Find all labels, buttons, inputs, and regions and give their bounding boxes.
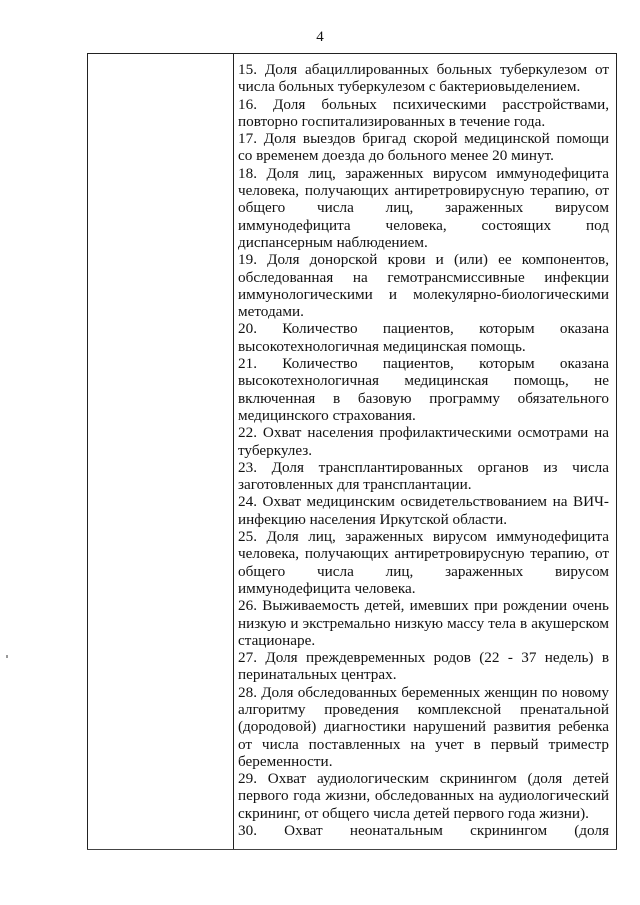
page-number: 4 [316, 29, 324, 45]
list-item: 22. Охват населения профилактическими осмотрами на туберкулез. [238, 424, 609, 459]
list-item: 30. Охват неонатальным скринингом (доля [238, 822, 609, 840]
indicator-table [87, 53, 617, 850]
list-item: 19. Доля донорской крови и (или) ее компонентов, обследованная на гемотрансмиссивные инфекции иммунологическими и молекулярно-биологическими методами. [238, 251, 609, 321]
list-item: 27. Доля преждевременных родов (22 - 37 недель) в перинатальных центрах. [238, 649, 609, 684]
list-item: 23. Доля трансплантированных органов из числа заготовленных для трансплантации. [238, 458, 609, 494]
table-right-column [238, 61, 609, 839]
list-item: 26. Выживаемость детей, имевших при рождении очень низкую и экстремально низкую массу тела в акушерском стационаре. [238, 597, 609, 649]
list-item: 17. Доля выездов бригад скорой медицинской помощи со временем доезда до больного менее 20 минут. [238, 130, 609, 165]
list-item: 18. Доля лиц, зараженных вирусом иммунодефицита человека, получающих антиретровирусную терапию, от общего числа лиц, зараженных вирусом иммунодефицита человека, состоящих под диспансерным наблюдением. [238, 164, 609, 251]
list-item: 29. Охват аудиологическим скринингом (доля детей первого года жизни, обследованных на аудиологический скрининг, от общего числа детей первого года жизни). [238, 770, 609, 822]
list-item: 21. Количество пациентов, которым оказана высокотехнологичная медицинская помощь, не включенная в базовую программу обязательного медицинского страхования. [238, 355, 609, 424]
list-item: 25. Доля лиц, зараженных вирусом иммунодефицита человека, получающих антиретровирусную терапию, от общего числа лиц, зараженных вирусом иммунодефицита человека. [238, 528, 609, 597]
list-item: 28. Доля обследованных беременных женщин по новому алгоритму проведения комплексной пренатальной (дородовой) диагностики нарушений развития ребенка от числа поставленных на учет в первый триместр беременности. [238, 683, 609, 770]
list-item: 20. Количество пациентов, которым оказана высокотехнологичная медицинская помощь. [238, 320, 609, 355]
list-item: 16. Доля больных психическими расстройствами, повторно госпитализированных в течение года. [238, 95, 609, 130]
table-left-column [88, 54, 234, 850]
list-item: 24. Охват медицинским освидетельствованием на ВИЧ-инфекцию населения Иркутской области. [238, 493, 609, 528]
scan-speck [6, 655, 8, 658]
table-bottom-edge [87, 849, 617, 850]
list-item: 15. Доля абациллированных больных туберкулезом от числа больных туберкулезом с бактериовыделением. [238, 61, 609, 96]
